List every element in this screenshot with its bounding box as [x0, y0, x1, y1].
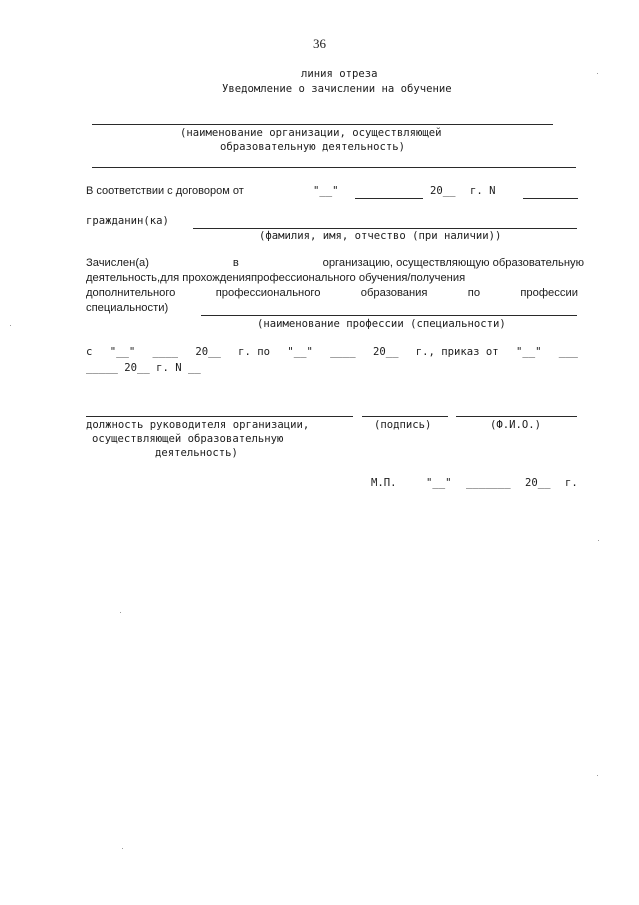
stamp-year: 20__	[525, 477, 551, 489]
stamp-month-blank: _______	[466, 477, 511, 489]
scan-speck	[10, 325, 11, 326]
organization-extra-line	[92, 167, 576, 168]
organization-caption-2: образовательную деятельность)	[220, 141, 405, 153]
scan-speck	[597, 73, 598, 74]
enrolled-word: дополнительного	[86, 287, 176, 299]
document-title: Уведомление о зачислении на обучение	[222, 83, 452, 95]
period-word: "__"	[515, 346, 542, 358]
enrolled-word: организацию, осуществляющую образовательную	[322, 257, 584, 269]
period-line-2: _____ 20__ г. N __	[86, 362, 201, 374]
enrolled-word: Зачислен(а)	[86, 257, 150, 269]
period-word: г., приказ от	[415, 346, 499, 358]
enrolled-word: профессионального	[215, 287, 321, 299]
stamp-year-suffix: г.	[565, 477, 578, 489]
fio-line	[456, 416, 577, 417]
period-word: "__"	[287, 346, 313, 358]
position-caption-2: осуществляющей образовательную	[92, 433, 284, 445]
contract-month-line	[355, 198, 423, 199]
enrolled-word: образования	[360, 287, 428, 299]
period-word: 20__	[195, 346, 221, 358]
period-word: г. по	[238, 346, 271, 358]
contract-year: 20__	[430, 185, 456, 197]
position-caption-3: деятельность)	[155, 447, 238, 459]
profession-caption: (наименование профессии (специальности)	[257, 318, 506, 330]
period-word: ____	[152, 346, 179, 358]
stamp-label: М.П.	[371, 477, 397, 489]
contract-number-label: г. N	[470, 185, 496, 197]
signature-caption: (подпись)	[374, 419, 432, 431]
citizen-name-line	[193, 228, 577, 229]
profession-line	[201, 315, 577, 316]
period-word: ____	[330, 346, 356, 358]
enrolled-word: в	[232, 257, 239, 269]
enrolled-line-2: деятельность,для прохожденияпрофессионального обучения/получения	[86, 272, 466, 284]
cut-line-label: линия отреза	[301, 68, 378, 80]
period-line-1	[86, 346, 578, 358]
signature-line	[362, 416, 448, 417]
period-word: ___	[558, 346, 578, 358]
citizen-caption: (фамилия, имя, отчество (при наличии))	[259, 230, 502, 242]
citizen-label: гражданин(ка)	[86, 215, 169, 227]
organization-caption-1: (наименование организации, осуществляющей	[180, 127, 442, 139]
enrolled-line-3	[86, 287, 578, 299]
organization-name-line	[92, 124, 553, 125]
position-line	[86, 416, 353, 417]
contract-prefix: В соответствии с договором от	[86, 185, 244, 197]
enrolled-line-1	[86, 257, 584, 269]
fio-caption: (Ф.И.О.)	[490, 419, 542, 431]
period-word: с	[86, 346, 93, 358]
page-number: 36	[313, 36, 326, 51]
period-word: 20__	[372, 346, 399, 358]
enrolled-word: профессии	[520, 287, 578, 299]
stamp-day-blank: "__"	[426, 477, 452, 489]
period-word: "__"	[109, 346, 136, 358]
position-caption-1: должность руководителя организации,	[86, 419, 310, 431]
contract-day-blank: "__"	[313, 185, 339, 197]
scan-speck	[598, 540, 599, 541]
contract-number-line	[523, 198, 578, 199]
scan-speck	[120, 612, 121, 613]
scan-speck	[122, 848, 123, 849]
scan-speck	[597, 775, 598, 776]
enrolled-word: по	[467, 287, 481, 299]
enrolled-line-4: специальности)	[86, 302, 169, 314]
